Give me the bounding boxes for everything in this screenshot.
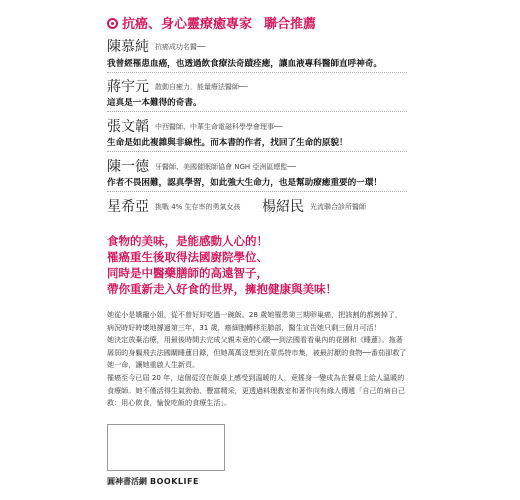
tagline-line: 食物的美味，是能感動人心的！	[107, 234, 268, 248]
endorser-quote: 作者不畏困難，認真學習，如此強大生命力，也是幫助療癒重要的一環！	[107, 178, 383, 188]
publisher-brand: BOOKLIFE	[150, 477, 199, 486]
tagline-line: 罹癌重生後取得法國廚院學位、	[107, 250, 268, 264]
divider	[107, 151, 407, 152]
endorser-name: 星希亞	[107, 199, 149, 215]
endorser-title: 挑戰 4% 生存率的勇氣女孩	[155, 203, 241, 211]
endorser-4	[107, 156, 296, 176]
endorser-title: 光流聯合診所醫師	[310, 203, 366, 211]
divider	[107, 72, 407, 73]
endorsement-header	[107, 13, 316, 32]
endorser-title: 牙醫師、美國催眠師協會 NGH 亞洲區總監──	[155, 163, 296, 171]
paragraph: 她決定放棄治療，用最後時間去完成父親未竟的心願──到法國看看巢內的花園和《睡蓮》。拖著孱弱的身軀飛去法國關睡蓮目錄，但她萬萬沒想到在蒙馬特市集，被最討厭的食物──番茄卻救了她一命，讓她重啟人生新頁。	[107, 335, 407, 370]
endorser-quote: 我曾經罹患血癌，也透過飲食療法奇蹟痊癒，讓血液專科醫師直呼神奇。	[107, 59, 383, 69]
image-placeholder	[107, 424, 225, 471]
divider	[107, 191, 407, 192]
endorser-name: 張文韜	[107, 119, 149, 135]
endorser-3	[107, 116, 282, 136]
endorser-name: 楊紹民	[262, 199, 304, 215]
endorser-title: 散動自癒力．能量療法醫師──	[155, 83, 248, 91]
book-description	[107, 309, 409, 410]
endorser-name: 陳一德	[107, 159, 149, 175]
publisher-logo	[107, 476, 199, 487]
endorser-title: 中西醫師、中華生命電磁科學學會理事──	[155, 123, 283, 131]
tagline-line: 帶你重新走入好食的世界，擁抱健康與美味！	[107, 282, 337, 296]
endorser-5	[107, 196, 241, 216]
tagline	[107, 233, 337, 297]
paragraph: 她從小是嬌寵小姐，從不曾好好吃過一碗飯。28 歲她罹患第三期卵巢癌，把該割的都割掉了，病況時好時壞地撐過第三年，31 歲，癌細胞轉移至肺部，醫生宣告她只剩三個月可活！	[107, 310, 403, 332]
publisher-name: 圓神書活網	[107, 477, 147, 486]
divider	[107, 111, 407, 112]
endorser-1	[107, 36, 205, 56]
circle-target-icon	[107, 18, 118, 29]
endorser-name: 陳慕純	[107, 39, 149, 55]
endorser-name: 蔣宇元	[107, 79, 149, 95]
endorser-quote: 這真是一本難得的奇書。	[107, 98, 202, 108]
paragraph: 罹癌至今已屆 20 年，這個從沒在飯桌上感受到溫暖的人，竟搖身一變成為在餐桌上給人溫暖的食療師。她不僅活得生氣勃勃、豐富精采，更透過料理教室和著作向有緣人傳遞「自己的病自己救：用心飲食，愉悅吃飯的食療生活」。	[107, 372, 405, 408]
endorser-2	[107, 76, 247, 96]
header-title: 抗癌、身心靈療癒專家	[122, 17, 253, 32]
header-subtitle: 聯合推薦	[264, 17, 317, 32]
endorser-6	[262, 196, 366, 216]
tagline-line: 同時是中醫藥膳師的高遠智子，	[107, 266, 268, 280]
endorser-title: 抗癌成功名醫──	[155, 43, 206, 51]
endorser-quote: 生命是如此複雜與非線性。而本書的作者，找回了生命的原貌！	[107, 138, 348, 148]
